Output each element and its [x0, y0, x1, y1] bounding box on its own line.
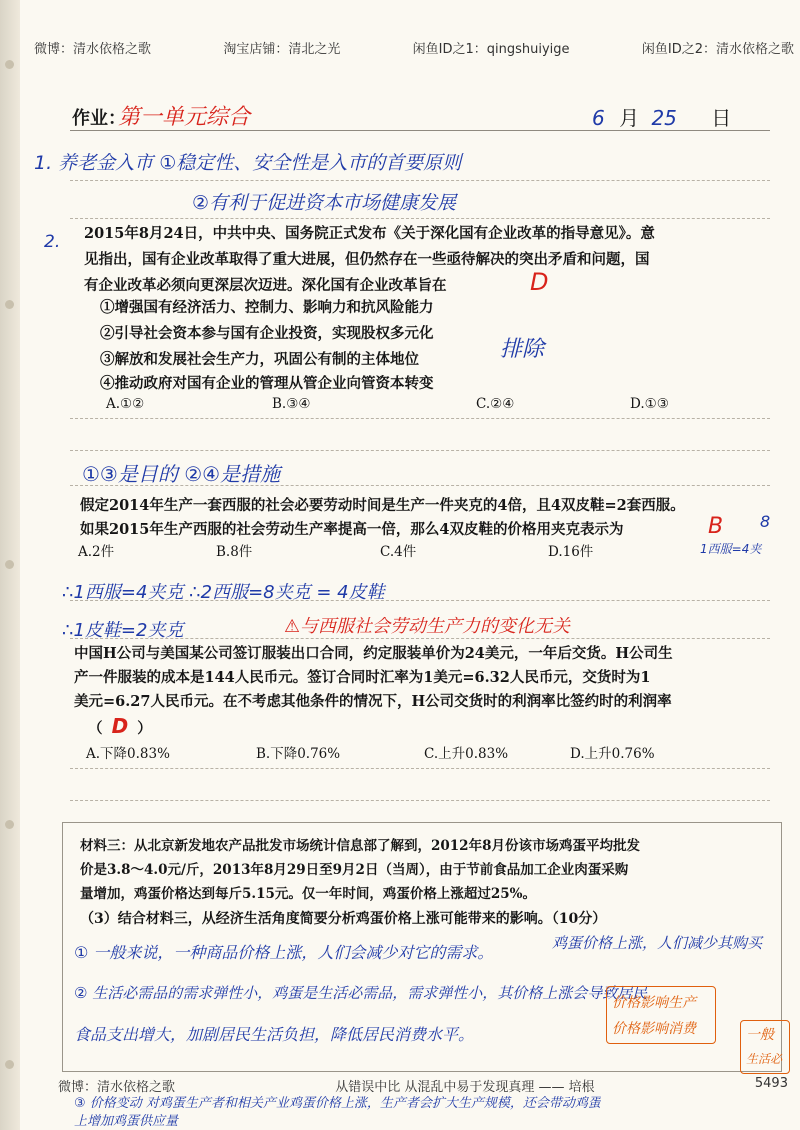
q3-side-note: 1西服=4夹: [700, 542, 762, 556]
q2-item-3: ③解放和发展社会生产力，巩固公有制的主体地位: [100, 351, 419, 368]
q3-para-1: 假定2014年生产一套西服的社会必要劳动时间是生产一件夹克的4倍，且4双皮鞋=2套西服。: [80, 497, 685, 514]
homework-date: [592, 102, 731, 131]
q2-para-2: 见指出，国有企业改革取得了重大进展，但仍然存在一些亟待解决的突出矛盾和问题，国: [84, 251, 650, 268]
month-char: 月: [619, 106, 640, 130]
q2-hand-note: ①③是目的 ②④是措施: [82, 462, 281, 486]
material-para-2: 价是3.8～4.0元/斤，2013年8月29日至9月2日（当周），由于节前食品加工企业肉蛋采购: [80, 862, 629, 878]
q2-number: 2.: [44, 232, 61, 252]
q1-line2: ②有利于促进资本市场健康发展: [192, 192, 457, 214]
rule-line: [70, 418, 770, 419]
date-month: 6: [592, 106, 605, 130]
rule-line: [70, 450, 770, 451]
bottom-hand-line-1: ③ 价格变动 对鸡蛋生产者和相关产业鸡蛋价格上涨，生产者会扩大生产规模，还会带动鸡蛋: [74, 1096, 601, 1111]
rule-line: [70, 180, 770, 181]
q2-item-1: ①增强国有经济活力、控制力、影响力和抗风险能力: [100, 299, 434, 316]
binding-hole: [5, 1060, 14, 1069]
answer-line-2: ② 生活必需品的需求弹性小，鸡蛋是生活必需品，需求弹性小，其价格上涨会导致居民: [74, 984, 648, 1002]
answer-line-1: ① 一般来说，一种商品价格上涨，人们会减少对它的需求。: [74, 943, 494, 962]
q2-option-a: A.①②: [106, 396, 145, 412]
binding-hole: [5, 60, 14, 69]
q4-option-c: C.上升0.83%: [424, 746, 509, 762]
header-xianyu1: 闲鱼ID之1：qingshuiyige: [412, 42, 570, 57]
rule-line: [70, 800, 770, 801]
q3-hand-note-2: ∴1皮鞋=2夹克: [62, 620, 184, 641]
q3-answer-mark: B: [708, 514, 724, 539]
corner-note-1: 一般: [746, 1027, 774, 1043]
answer-line-3: 食品支出增大，加剧居民生活负担，降低居民消费水平。: [74, 1025, 475, 1044]
binding-hole: [5, 300, 14, 309]
q4-option-b: B.下降0.76%: [256, 746, 341, 762]
homework-label: 作业：: [72, 108, 126, 129]
footer-left: 微博：清水依格之歌: [58, 1080, 176, 1095]
q4-bracket-open: （: [88, 720, 103, 737]
q4-option-a: A.下降0.83%: [86, 746, 170, 762]
q3-hand-note-3: ⚠与西服社会劳动生产力的变化无关: [284, 616, 571, 637]
q4-answer-mark: D: [111, 714, 129, 738]
q2-item-2: ②引导社会资本参与国有企业投资，实现股权多元化: [100, 325, 434, 342]
q3-side-8: 8: [760, 512, 771, 531]
binding-hole: [5, 560, 14, 569]
q4-option-d: D.上升0.76%: [570, 746, 655, 762]
q2-option-c: C.②④: [476, 396, 515, 412]
q2-answer-mark: D: [530, 268, 549, 296]
material-para-3: 量增加，鸡蛋价格达到每斤5.15元。仅一年时间，鸡蛋价格上涨超过25%。: [80, 886, 536, 902]
answer-right-note: 鸡蛋价格上涨，人们减少其购买: [552, 934, 763, 952]
q2-item-4: ④推动政府对国有企业的管理从管企业向管资本转变: [100, 375, 434, 392]
q2-para-3: 有企业改革必须向更深层次迈进。深化国有企业改革旨在: [84, 277, 447, 294]
rule-line: [70, 130, 770, 131]
q4-para-1: 中国H公司与美国某公司签订服装出口合同，约定服装单价为24美元，一年后交货。H公司生: [74, 645, 673, 662]
q4-bracket-close: ）: [137, 720, 152, 737]
q3-hand-note-1: ∴1西服=4夹克 ∴2西服=8夹克 = 4皮鞋: [62, 582, 385, 603]
q3-option-d: D.16件: [548, 544, 594, 560]
material-question: （3）结合材料三，从经济生活角度简要分析鸡蛋价格上涨可能带来的影响。（10分）: [80, 911, 607, 927]
rule-line: [70, 768, 770, 769]
header-watermark: [34, 38, 794, 57]
rule-line: [70, 218, 770, 219]
q4-para-3: 美元=6.27人民币元。在不考虑其他条件的情况下，H公司交货时的利润率比签约时的利润率: [74, 693, 672, 710]
material-para-1: 材料三：从北京新发地农产品批发市场统计信息部了解到，2012年8月份该市场鸡蛋平均批发: [80, 838, 640, 854]
date-day: 25: [651, 106, 677, 130]
header-taobao: 淘宝店铺：清北之光: [223, 42, 341, 57]
q2-option-b: B.③④: [272, 396, 311, 412]
q3-option-a: A.2件: [78, 544, 115, 560]
q3-para-2: 如果2015年生产西服的社会劳动生产率提高一倍，那么4双皮鞋的价格用夹克表示为: [80, 521, 624, 538]
q2-option-d: D.①③: [630, 396, 669, 412]
q1-line1: 1. 养老金入市 ①稳定性、安全性是入市的首要原则: [34, 152, 462, 174]
q3-option-c: C.4件: [380, 544, 417, 560]
header-weibo: 微博：清水依格之歌: [34, 42, 152, 57]
binding-hole: [5, 820, 14, 829]
orange-note-1: 价格影响生产: [612, 995, 696, 1011]
corner-note-2: 生活必: [746, 1052, 783, 1066]
q2-para-1: 2015年8月24日，中共中央、国务院正式发布《关于深化国有企业改革的指导意见》。意: [84, 225, 655, 242]
footer-center: 从错误中比 从混乱中易于发现真理 —— 培根: [335, 1080, 595, 1095]
header-xianyu2: 闲鱼ID之2：清水依格之歌: [641, 42, 794, 57]
bottom-hand-line-2: 上增加鸡蛋供应量: [74, 1114, 179, 1129]
day-char: 日: [711, 106, 732, 130]
homework-value: 第一单元综合: [118, 105, 251, 130]
orange-note-2: 价格影响消费: [612, 1021, 696, 1037]
q3-option-b: B.8件: [216, 544, 253, 560]
footer-right: 5493: [754, 1076, 788, 1091]
binding-strip: [0, 0, 20, 1130]
q4-para-2: 产一件服装的成本是144人民币元。签订合同时汇率为1美元=6.32人民币元，交货时为1: [74, 669, 651, 686]
q4-bracket: [88, 714, 152, 738]
q2-side-note: 排除: [500, 337, 545, 362]
